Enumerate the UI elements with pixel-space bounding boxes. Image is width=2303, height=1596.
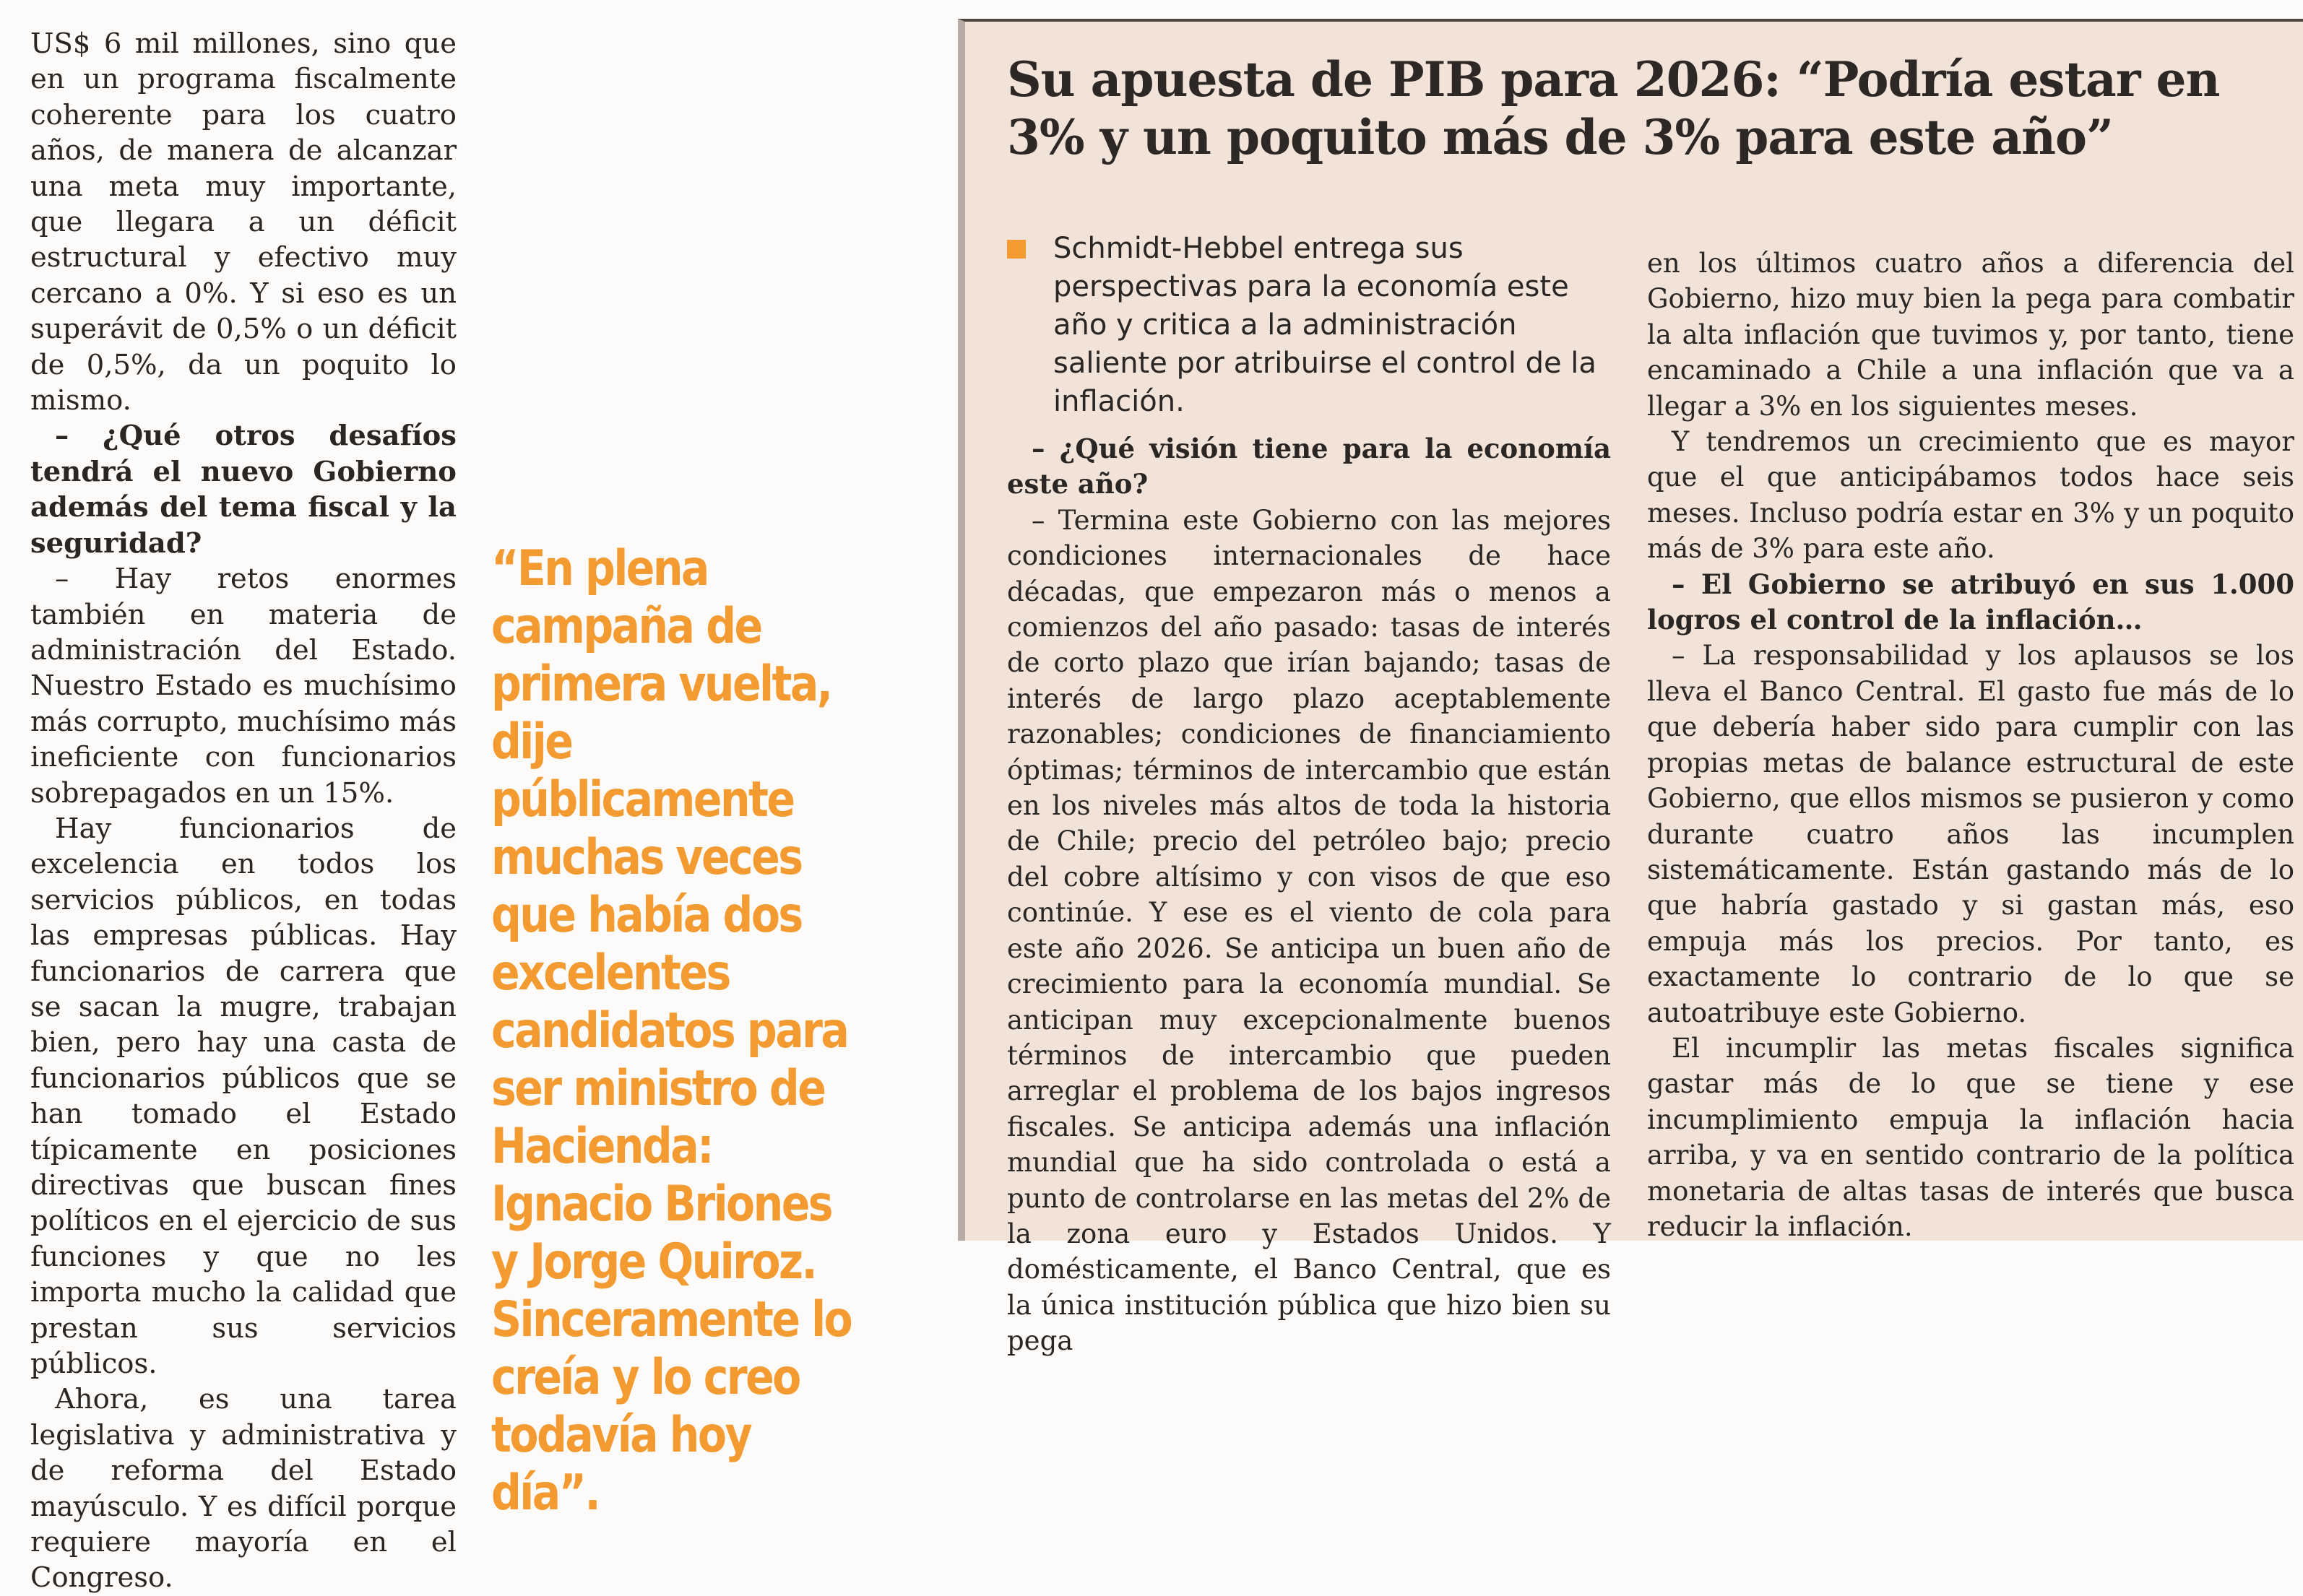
box-paragraph-2: Y tendremos un crecimiento que es mayor que el que anticipábamos todos hace seis meses. Incluso podría estar en 3% y un poquito más de 3% para este año. — [1647, 426, 2294, 565]
box-headline: Su apuesta de PIB para 2026: “Podría estar en 3% y un poquito más de 3% para este año” — [1007, 51, 2220, 165]
box-lead — [1007, 230, 1611, 421]
left-question-1: – ¿Qué otros desafíos tendrá el nuevo Gobierno además del tema fiscal y la seguridad? — [30, 420, 457, 560]
left-article-column — [30, 26, 457, 1596]
box-question-2: – El Gobierno se atribuyó en sus 1.000 logros el control de la inflación… — [1647, 568, 2294, 636]
left-paragraph-1: US$ 6 mil millones, sino que en un programa fiscalmente coherente para los cuatro años, de manera de alcanzar una meta muy importante, que llegara a un déficit estructural y efectivo muy cercano a 0%. Y si eso es un superávit de 0,5% o un déficit de 0,5%, da un poquito lo mismo. — [30, 27, 457, 417]
left-paragraph-2: Hay funcionarios de excelencia en todos los servicios públicos, en todas las empresas públicas. Hay funcionarios de carrera que se sacan la mugre, trabajan bien, pero hay una casta de funcionarios públicos que se han tomado el Estado típicamente en posiciones directivas que buscan fines políticos en el ejercicio de sus funciones y que no les importa mucho la calidad que prestan sus servicios públicos. — [30, 812, 457, 1381]
box-answer-2: – La responsabilidad y los aplausos se los lleva el Banco Central. El gasto fue más de lo que debería haber sido para cumplir con las propias metas de balance estructural de este Gobierno, que ellos mismos se pusieron y como durante cuatro años las incumplen sistemáticamente. Están gastando más de lo que habría gastado y si gastan más, eso empuja más los precios. Por tanto, es exactamente lo contrario de lo que se autoatribuye este Gobierno. — [1647, 640, 2294, 1028]
box-paragraph-3: El incumplir las metas fiscales significa gastar más de lo que se tiene y ese incumplimiento empuja la inflación hacia arriba, y va en sentido contrario de la política monetaria de altas tasas de interés que busca reducir la inflación. — [1647, 1032, 2294, 1242]
square-bullet-icon — [1007, 240, 1026, 259]
box-column-right — [1647, 246, 2294, 1244]
box-lead-text: Schmidt-Hebbel entrega sus perspectivas para la economía este año y critica a la administración saliente por atribuirse el control de la inflación. — [1053, 232, 1596, 418]
box-column-left — [1007, 230, 1611, 1359]
box-question-1: – ¿Qué visión tiene para la economía este año? — [1007, 433, 1611, 500]
left-answer-1: – Hay retos enormes también en materia de administración del Estado. Nuestro Estado es muchísimo más corrupto, muchísimo más ineficiente con funcionarios sobrepagados en un 15%. — [30, 563, 457, 810]
pull-quote: “En plena campaña de primera vuelta, dije públicamente muchas veces que había dos excelentes candidatos para ser ministro de Hacienda: Ignacio Briones y Jorge Quiroz. Sinceramente lo creía y lo creo todavía hoy día”. — [491, 540, 852, 1522]
box-answer-1-continued: en los últimos cuatro años a diferencia del Gobierno, hizo muy bien la pega para combatir la alta inflación que tuvimos y, por tanto, tiene encaminado a Chile a una inflación que va a llegar a 3% en los siguientes meses. — [1647, 248, 2294, 422]
box-answer-1: – Termina este Gobierno con las mejores condiciones internacionales de hace décadas, que empezaron más o menos a comienzos del año pasado: tasas de interés de corto plazo que irían bajando; tasas de interés de largo plazo aceptablemente razonables; condiciones de financiamiento óptimas; términos de intercambio que están en los niveles más altos de toda la historia de Chile; precio del petróleo bajo; precio del cobre altísimo y con visos de que eso continúe. Y ese es el viento de cola para este año 2026. Se anticipa un buen año de crecimiento para la economía mundial. Se anticipan muy excepcionalmente buenos términos de intercambio que pueden arreglar el problema de los bajos ingresos fiscales. Se anticipa además una inflación mundial que ha sido controlada o está a punto de controlarse en las metas del 2% de la zona euro y Estados Unidos. Y domésticamente, el Banco Central, que es la única institución pública que hizo bien su pega — [1007, 504, 1611, 1357]
sidebar-box — [958, 19, 2303, 1357]
left-paragraph-3: Ahora, es una tarea legislativa y administrativa y de reforma del Estado mayúsculo. Y es difícil porque requiere mayoría en el Congreso. — [30, 1383, 457, 1595]
